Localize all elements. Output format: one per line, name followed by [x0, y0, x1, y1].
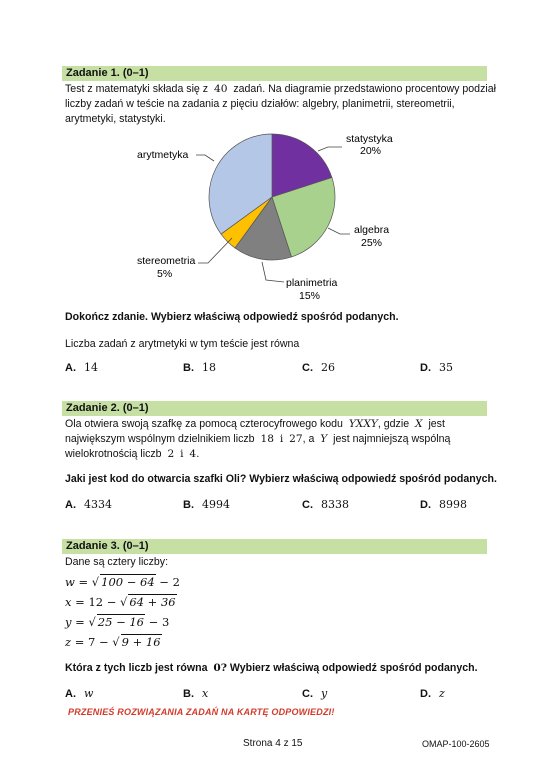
label-algebra: algebra: [354, 224, 390, 236]
task1-option-c[interactable]: C. 26: [302, 361, 335, 374]
leader-algebra: [328, 228, 350, 234]
task3-option-a[interactable]: A. w: [65, 687, 94, 700]
page-number: Strona 4 z 15: [243, 738, 303, 749]
task2-question: Jaki jest kod do otwarcia szafki Oli? Wybierz właściwą odpowiedź spośród podanych.: [65, 473, 497, 485]
pie-slices: [209, 134, 335, 260]
leader-planimetria: [262, 262, 284, 282]
task3-header: Zadanie 3. (0–1): [62, 539, 487, 554]
task2-option-c[interactable]: C. 8338: [302, 498, 349, 511]
task2-option-a[interactable]: A. 4334: [65, 498, 112, 511]
task2-line2: największym wspólnym dzielnikiem liczb 18 i 27, a Y jest najmniejszą wspólną: [65, 433, 451, 445]
value-statystyka: 20%: [360, 145, 382, 157]
task2-line3: wielokrotnością liczb 2 i 4.: [65, 448, 200, 460]
task3-option-d[interactable]: D. z: [420, 687, 445, 700]
task1-header: Zadanie 1. (0–1): [62, 66, 487, 81]
task3-option-b[interactable]: B. x: [183, 687, 209, 700]
task1-intro-line2: liczby zadań w teście na zadania z pięciu działów: algebry, planimetrii, stereometrii,: [65, 98, 455, 110]
task2-header: Zadanie 2. (0–1): [62, 401, 487, 416]
task1-stem: Liczba zadań z arytmetyki w tym teście jest równa: [65, 338, 300, 350]
task1-option-d[interactable]: D. 35: [420, 361, 453, 374]
equation-x: x = 12 − √ 64 + 36: [65, 595, 176, 609]
task2-option-b[interactable]: B. 4994: [183, 498, 230, 511]
task1-instruction: Dokończ zdanie. Wybierz właściwą odpowiedź spośród podanych.: [65, 311, 399, 323]
task1-intro-line3: arytmetyki, statystyki.: [65, 113, 166, 125]
pie-chart: [0, 0, 552, 320]
value-algebra: 25%: [361, 237, 383, 249]
label-arytmetyka: arytmetyka: [137, 149, 189, 161]
leader-stereometria: [198, 238, 232, 263]
task1-option-b[interactable]: B. 18: [183, 361, 216, 374]
exam-code: OMAP-100-2605: [422, 739, 490, 749]
label-statystyka: statystyka: [346, 133, 393, 145]
equation-w: w = √ 100 − 64 − 2: [65, 575, 180, 589]
value-planimetria: 15%: [299, 290, 321, 302]
label-planimetria: planimetria: [286, 277, 338, 289]
transfer-note: PRZENIEŚ ROZWIĄZANIA ZADAŃ NA KARTĘ ODPOWIEDZI!: [68, 707, 335, 717]
label-stereometria: stereometria: [137, 255, 196, 267]
value-stereometria: 5%: [157, 268, 173, 280]
equation-z: z = 7 − √ 9 + 16: [65, 635, 161, 649]
equation-y: y = √ 25 − 16 − 3: [65, 615, 170, 629]
leader-arytmetyka: [196, 155, 214, 161]
task1-option-a[interactable]: A. 14: [65, 361, 98, 374]
task1-intro-line1: Test z matematyki składa się z 40 zadań. Na diagramie przedstawiono procentowy podział: [65, 83, 496, 95]
leader-statystyka: [318, 147, 342, 151]
task3-option-c[interactable]: C. y: [302, 687, 328, 700]
task2-line1: Ola otwiera swoją szafkę za pomocą czterocyfrowego kodu YXXY, gdzie X jest: [65, 418, 445, 430]
task3-intro: Dane są cztery liczby:: [65, 556, 169, 568]
task2-option-d[interactable]: D. 8998: [420, 498, 467, 511]
task3-question: Która z tych liczb jest równa 0? Wybierz właściwą odpowiedź spośród podanych.: [65, 662, 478, 674]
